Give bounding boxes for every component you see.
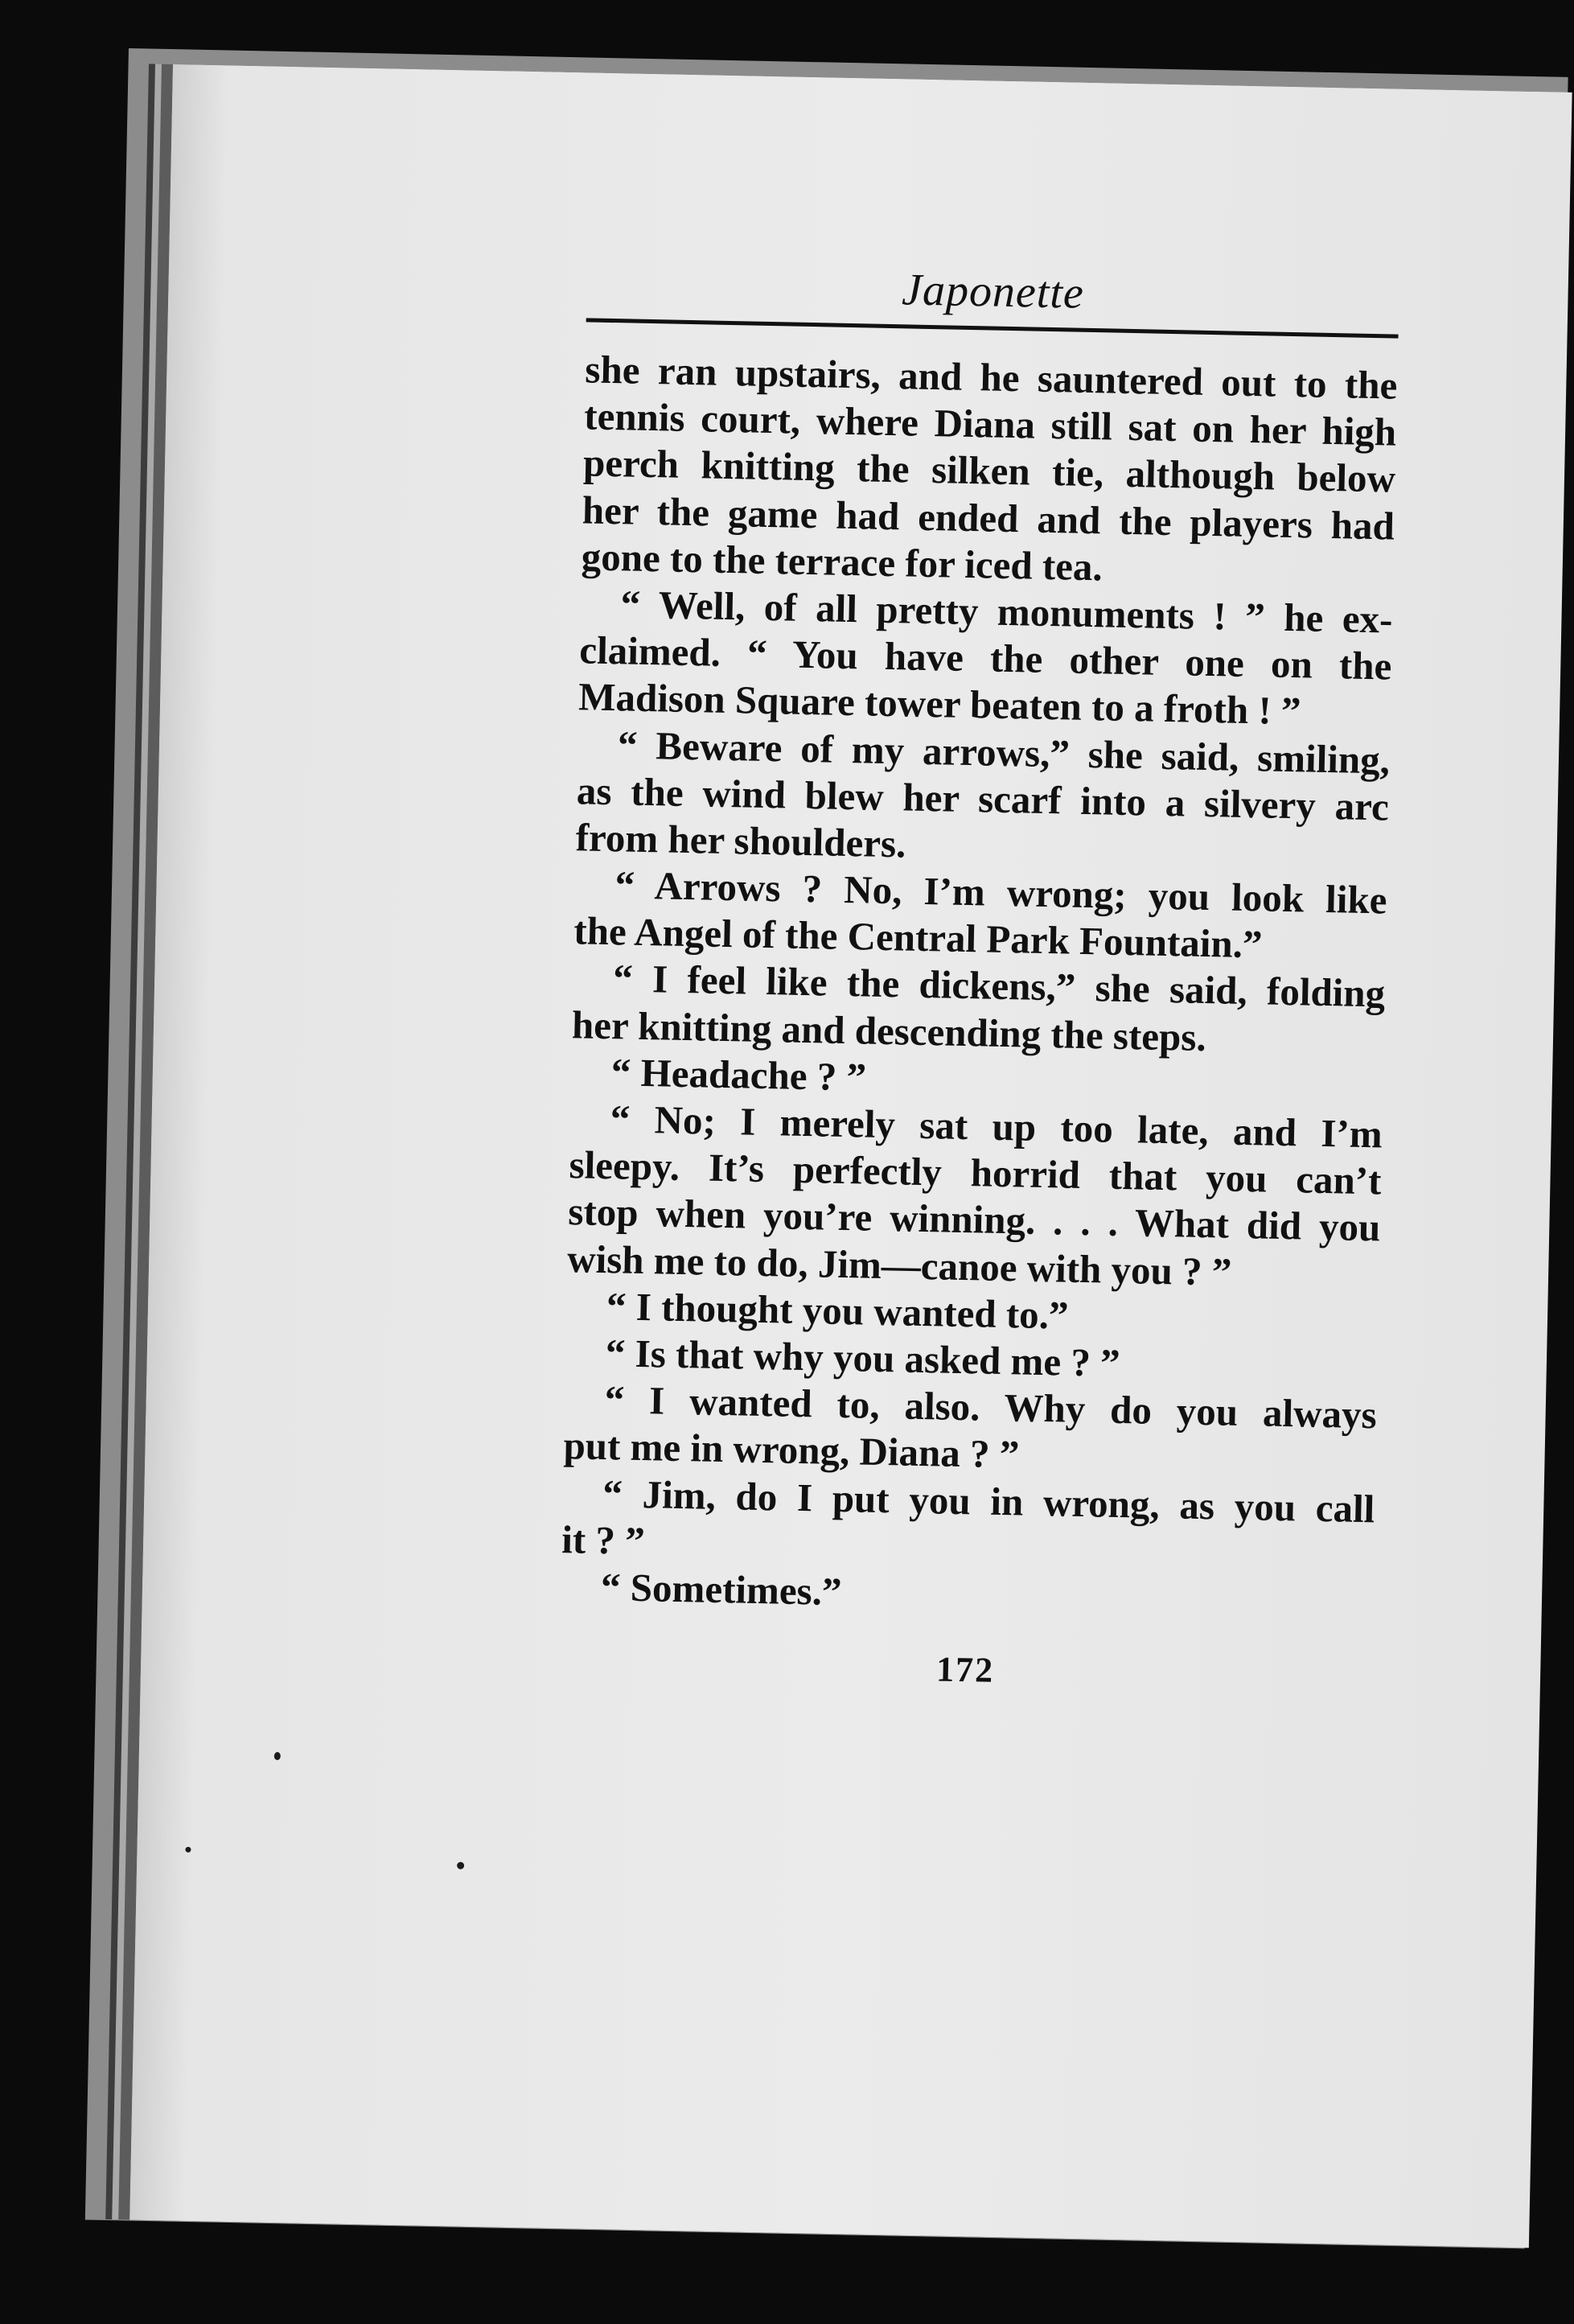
- text-line: gone to the terrace for iced tea.: [581, 534, 1103, 590]
- text-line: she ran upstairs, and he sauntered out to the: [584, 347, 1398, 408]
- text-line: from her shoulders.: [575, 815, 906, 866]
- text-line: “ Jim, do I put you in wrong, as you call: [602, 1470, 1375, 1531]
- text-line: perch knitting the silken tie, although below: [582, 440, 1396, 501]
- text-line: “ I thought you wanted to.”: [606, 1283, 1070, 1338]
- text-line: it ? ”: [561, 1516, 646, 1563]
- text-line: Madison Square tower beaten to a froth ! ”: [577, 674, 1302, 734]
- text-line: “ Well, of all pretty monuments ! ” he ex-: [620, 582, 1394, 642]
- text-line: wish me to do, Jim—canoe with you ? ”: [566, 1236, 1232, 1294]
- page-body-text: [561, 346, 1398, 1626]
- text-line: stop when you’re winning. . . . What did you: [567, 1189, 1381, 1250]
- text-line: “ I feel like the dickens,” she said, folding: [612, 956, 1386, 1016]
- text-line: “ Sometimes.”: [600, 1564, 843, 1614]
- text-line: “ No; I merely sat up too late, and I’m: [610, 1096, 1383, 1157]
- page-speck: [274, 1752, 281, 1760]
- page-header: [586, 257, 1399, 325]
- text-line: “ Arrows ? No, I’m wrong; you look like: [614, 862, 1388, 923]
- text-line: “ I wanted to, also. Why do you always: [604, 1377, 1378, 1438]
- page-number: 172: [935, 1649, 995, 1690]
- text-line: her knitting and descending the steps.: [571, 1002, 1207, 1059]
- text-line: tennis court, where Diana still sat on her high: [583, 393, 1397, 455]
- text-line: claimed. “ You have the other one on the: [578, 627, 1392, 689]
- page-speck: [457, 1862, 464, 1869]
- text-line: sleepy. It’s perfectly horrid that you can’t: [569, 1142, 1382, 1203]
- text-line: put me in wrong, Diana ? ”: [563, 1423, 1020, 1477]
- text-line: the Angel of the Central Park Fountain.”: [573, 908, 1263, 967]
- text-line: “ Headache ? ”: [610, 1050, 867, 1100]
- text-line: “ Is that why you asked me ? ”: [605, 1331, 1121, 1385]
- running-title: Japonette: [901, 265, 1085, 319]
- text-line: her the game had ended and the players had: [582, 487, 1395, 549]
- book-page: [129, 64, 1572, 2248]
- page-speck: [185, 1847, 191, 1853]
- text-line: “ Beware of my arrows,” she said, smiling,: [617, 722, 1391, 783]
- text-line: as the wind blew her scarf into a silvery arc: [576, 767, 1390, 829]
